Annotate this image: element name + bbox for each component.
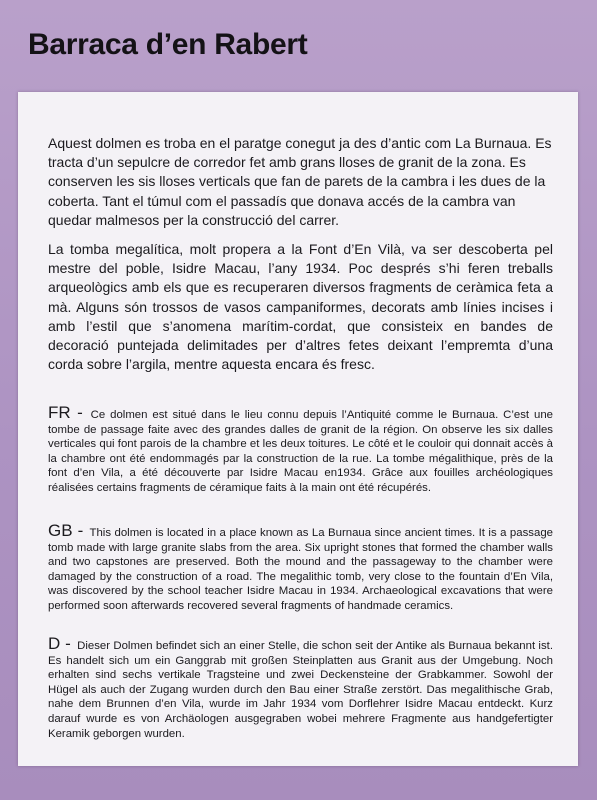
german-section [48,634,553,741]
sign-title: Barraca d’en Rabert [28,28,308,61]
catalan-paragraph-2 [48,240,553,374]
french-text: Ce dolmen est situé dans le lieu connu depuis l’Antiquité comme le Burnaua. C’est une tombe de passage faite avec des grandes dalles de granit de la région. On observe les six dalles verticales qui font parois de la chambre et les deux toitures. Le côté et le couloir qui donnait accès à la chambre ont été endommagés par la construction de la rue. La tombe mégalithique, près de la font d’en Vila, a été découverte par Isidre Macau en1934. Grâce aux fouilles archéologiques réalisées certains fragments de céramique faits à la main ont été récupérés. [48,409,553,494]
catalan-text-2: La tomba megalítica, molt propera a la Font d’En Vilà, va ser descoberta pel mestre del poble, Isidre Macau, l’any 1934. Poc després s’hi feren treballs arqueològics amb els que es recuperaren diversos fragments de ceràmica feta a mà. Alguns són trossos de vasos campaniformes, decorats amb línies incises i amb l’estil que s’anomena marítim-cordat, que consisteix en bandes de decoració puntejada delimitades per d’altres fetes deixant l’empremta d’una corda sobre l’argila, mentre aquesta encara és fresc. [48,241,553,373]
text-panel [18,92,578,766]
english-text: This dolmen is located in a place known as La Burnaua since ancient times. It is a passage tomb made with large granite slabs from the area. Six upright stones that formed the chamber walls and two capstones are preserved. Both the mound and the passageway to the chamber were damaged by the construction of a road. The megalithic tomb, very close to the fountain d’En Vila, was discovered by the school teacher Isidre Macau in 1934. Archaeological excavations that were performed soon afterwards recovered several fragments of handmade ceramics. [48,527,553,612]
french-section [48,403,553,496]
german-code: D - [48,634,71,653]
german-text: Dieser Dolmen befindet sich an einer Stelle, die schon seit der Antike als Burnaua bekannt ist. Es handelt sich um ein Ganggrab mit großen Steinplatten aus Granit aus der Umgebung. Noch erhalten sind sechs vertikale Tragsteine und zwei Deckensteine der Grabkammer. Sowohl der Hügel als auch der Zugang wurden durch den Bau einer Straße zerstört. Das megalithische Grab, nahe dem Brunnen d’en Vila, wurde im Jahr 1934 vom Dorflehrer Isidre Macau entdeckt. Kurz darauf wurde es von Archäologen ausgegraben wobei mehrere Fragmente aus handgefertigter Keramik geborgen wurden. [48,640,553,740]
english-code: GB - [48,521,84,540]
french-code: FR - [48,403,83,422]
catalan-text-1: Aquest dolmen es troba en el paratge conegut ja des d’antic com La Burnaua. Es tracta d’un sepulcre de corredor fet amb grans lloses de granit de la zona. Es conserven les sis lloses verticals que fan de parets de la cambra i les dues de la coberta. Tant el túmul com el passadís que donava accés de la cambra van quedar malmesos per la construcció del carrer. [48,135,552,228]
english-section [48,521,553,614]
catalan-paragraph-1 [48,134,553,230]
